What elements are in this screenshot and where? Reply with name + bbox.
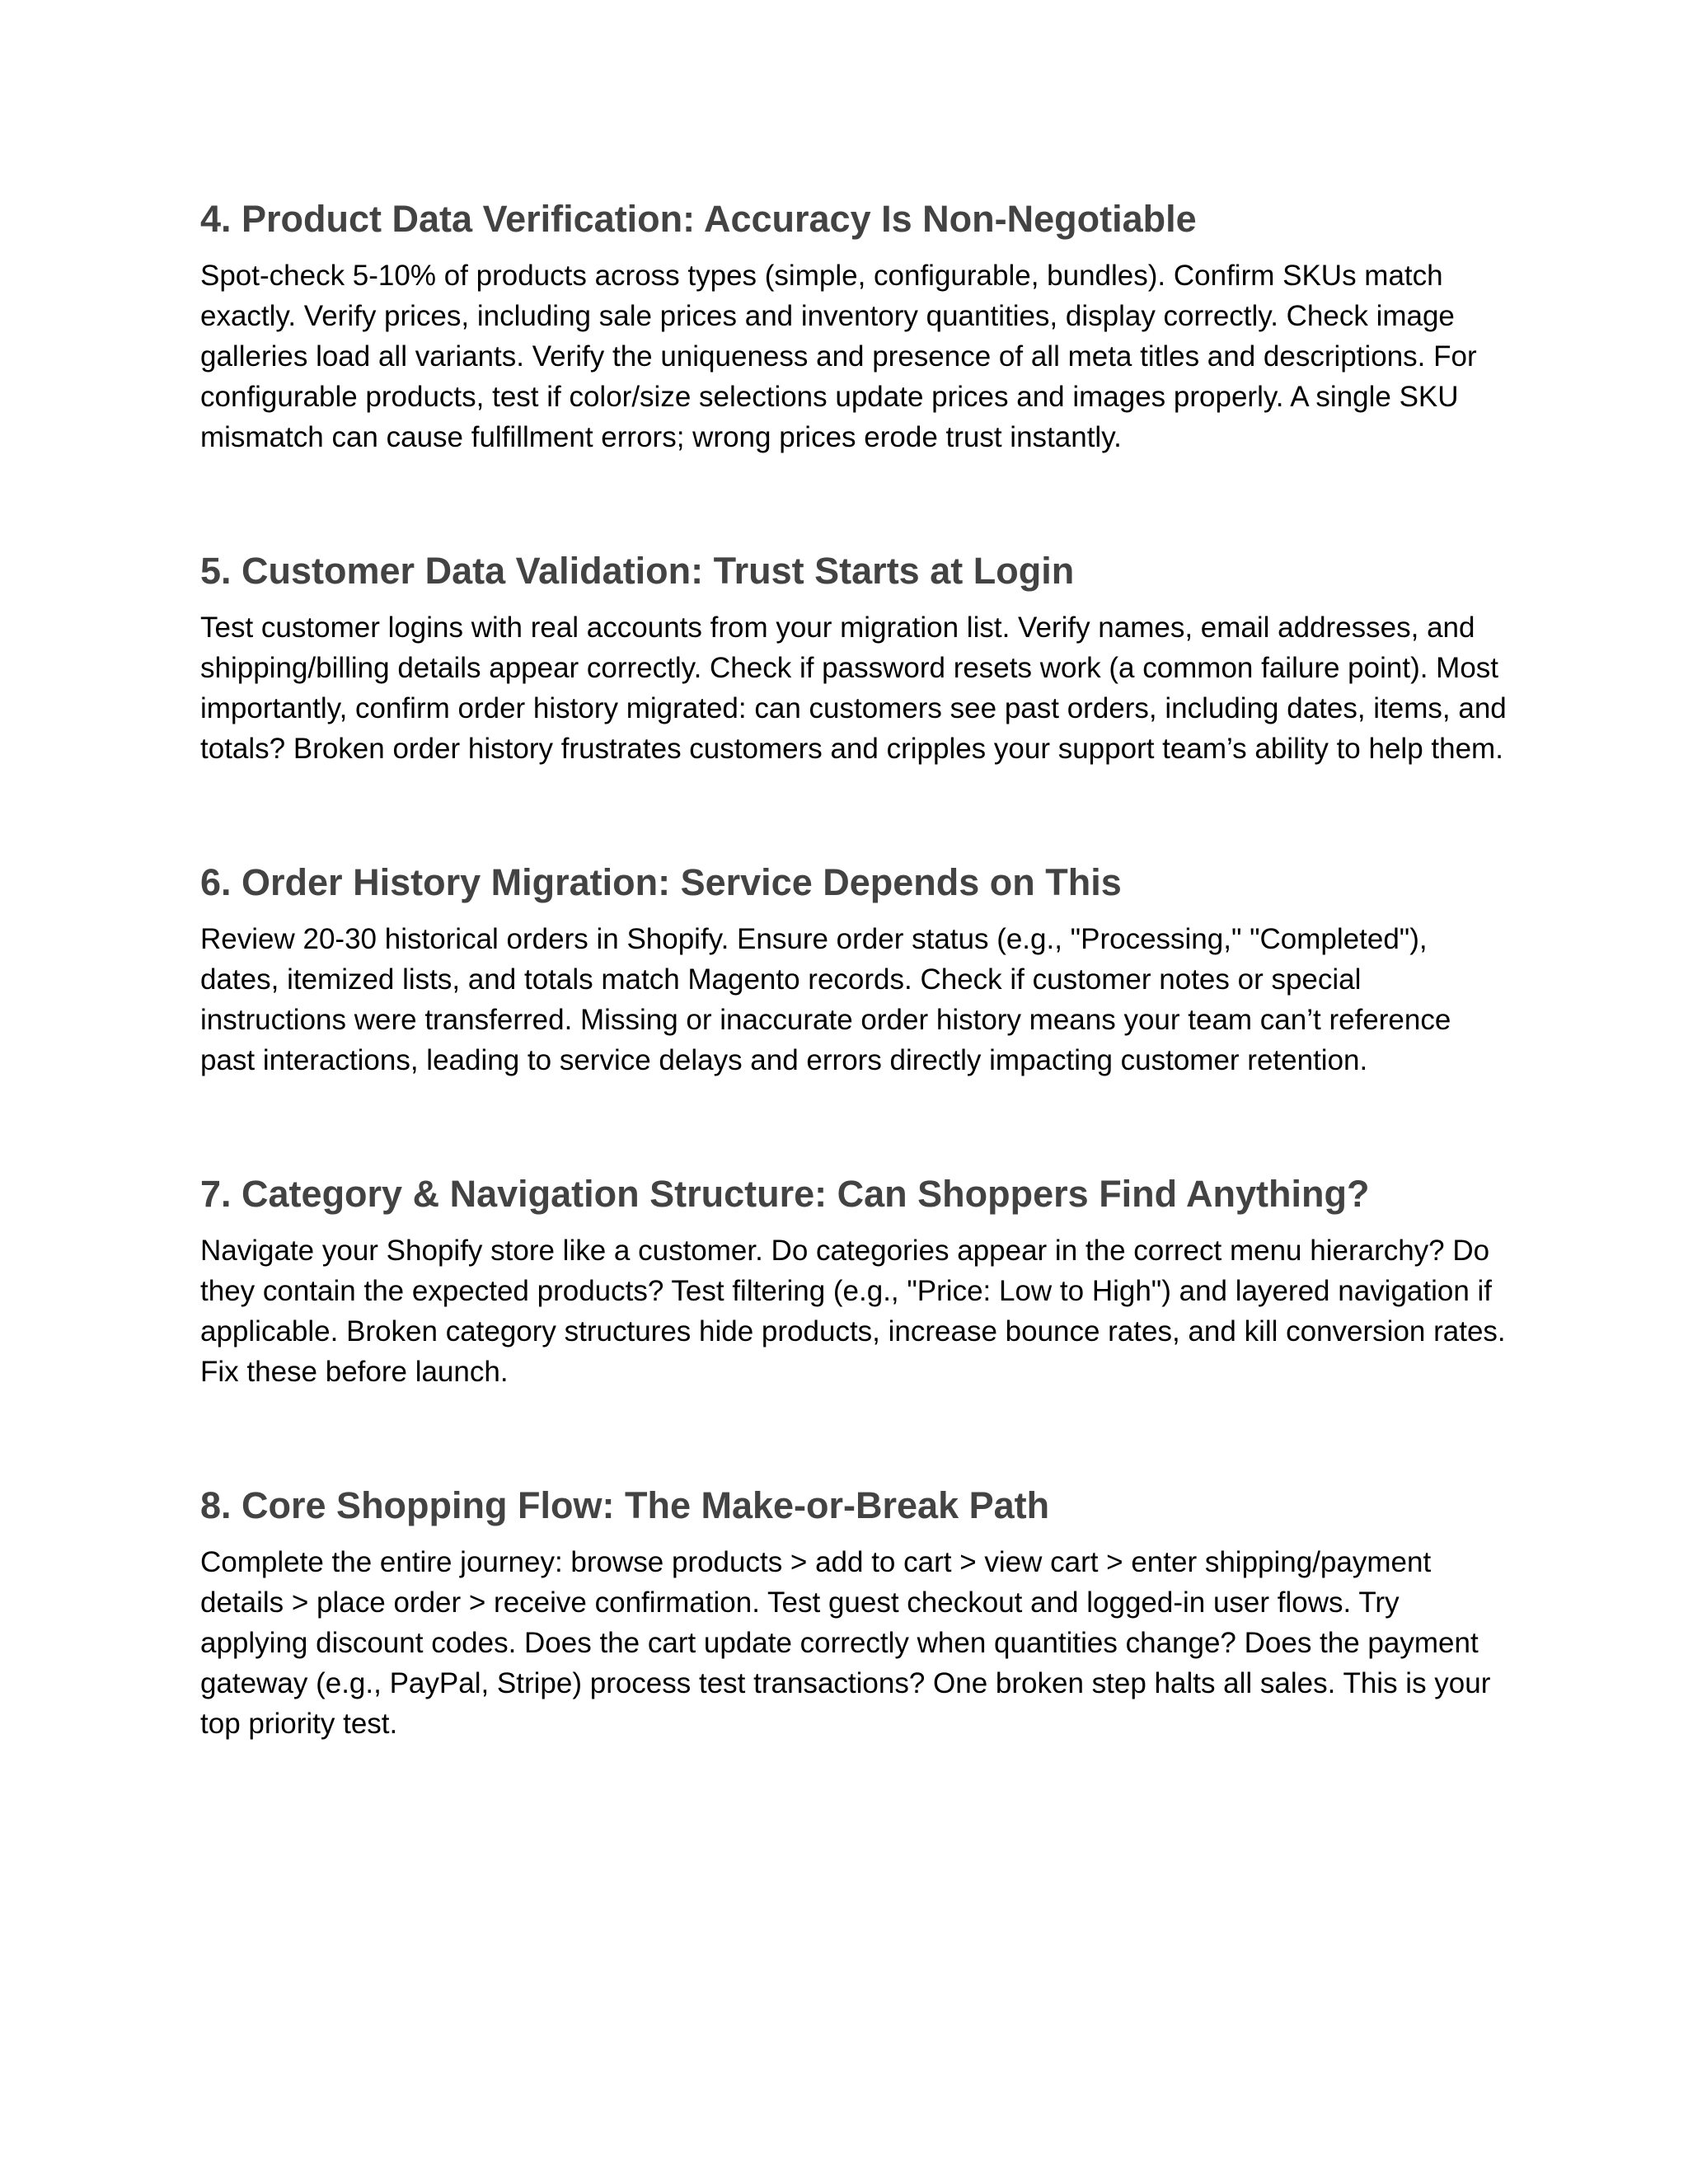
section-customer-data-validation (200, 546, 1511, 769)
section-body: Test customer logins with real accounts from your migration list. Verify names, email addresses, and shipping/billing details appear correctly. Check if password resets work (a common failure point). Most importantly, confirm order history migrated: can customers see past orders, including dates, items, and totals? Broken order history frustrates customers and cripples your support team’s ability to help them. (200, 612, 1507, 765)
section-heading: 5. Customer Data Validation: Trust Starts at Login (200, 550, 1075, 592)
section-body: Complete the entire journey: browse products > add to cart > view cart > enter shipping/payment details > place order > receive confirmation. Test guest checkout and logged-in user flows. Try applying discount codes. Does the cart update correctly when quantities change? Does the payment gateway (e.g., PayPal, Stripe) process test transactions? One broken step halts all sales. This is your top priority test. (200, 1546, 1491, 1740)
section-body: Navigate your Shopify store like a customer. Do categories appear in the correct menu hierarchy? Do they contain the expected products? Test filtering (e.g., "Price: Low to High") and layered navigation if applicable. Broken category structures hide products, increase bounce rates, and kill conversion rates. Fix these before launch. (200, 1235, 1506, 1388)
document-page (200, 194, 1511, 1833)
section-body: Spot-check 5-10% of products across types (simple, configurable, bundles). Confirm SKUs match exactly. Verify prices, including sale prices and inventory quantities, display correctly. Check image galleries load all variants. Verify the uniqueness and presence of all meta titles and descriptions. For configurable products, test if color/size selections update prices and images properly. A single SKU mismatch can cause fulfillment errors; wrong prices erode trust instantly. (200, 260, 1477, 453)
section-heading: 8. Core Shopping Flow: The Make-or-Break Path (200, 1484, 1050, 1526)
section-order-history-migration (200, 858, 1511, 1080)
section-category-navigation (200, 1169, 1511, 1392)
section-heading: 6. Order History Migration: Service Depends on This (200, 861, 1122, 903)
section-product-data-verification (200, 194, 1511, 457)
section-heading: 7. Category & Navigation Structure: Can Shoppers Find Anything? (200, 1173, 1370, 1215)
section-body: Review 20-30 historical orders in Shopify. Ensure order status (e.g., "Processing," "Completed"), dates, itemized lists, and totals match Magento records. Check if customer notes or special instructions were transferred. Missing or inaccurate order history means your team can’t reference past interactions, leading to service delays and errors directly impacting customer retention. (200, 923, 1451, 1076)
section-heading: 4. Product Data Verification: Accuracy Is Non-Negotiable (200, 198, 1197, 240)
section-core-shopping-flow (200, 1481, 1511, 1744)
